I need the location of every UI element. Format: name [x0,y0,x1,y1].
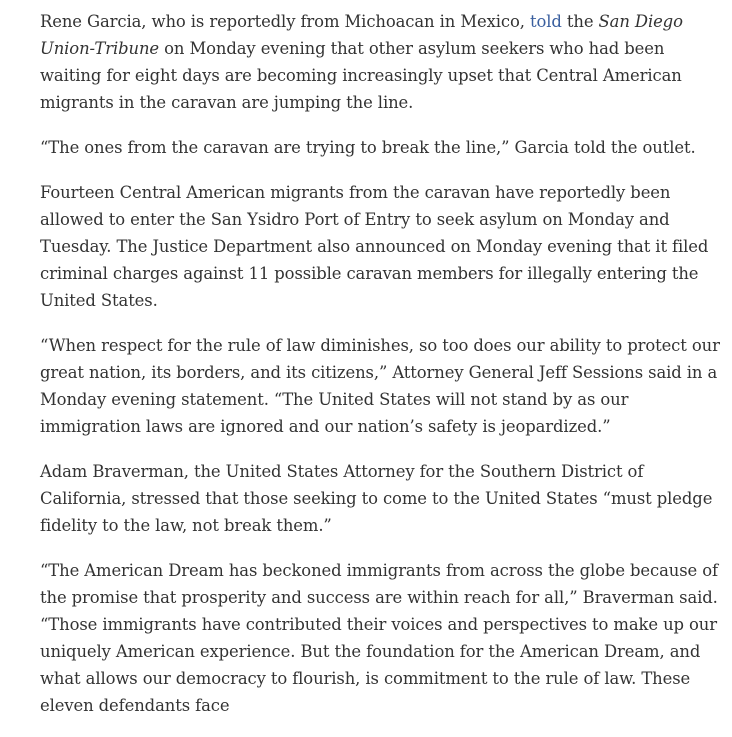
article-body [40,8,720,737]
paragraph-3: Fourteen Central American migrants from the caravan have reportedly been allowed to enter the San Ysidro Port of Entry to seek asylum on Monday and Tuesday. The Justice Department also announced on Monday evening that it filed criminal charges against 11 possible caravan members for illegally entering the United States. [40,183,709,310]
paragraph-1-text-mid: the [561,12,599,31]
paragraph-2: “The ones from the caravan are trying to break the line,” Garcia told the outlet. [40,138,696,157]
publication-name: San Diego Union-Tribune [40,12,683,58]
paragraph-6: “The American Dream has beckoned immigrants from across the globe because of the promise that prosperity and success are within reach for all,” Braverman said. “Those immigrants have contributed their voices and perspectives to make up our uniquely American experience. But the foundation for the American Dream, and what allows our democracy to flourish, is commitment to the rule of law. These eleven defendants face [40,561,718,715]
paragraph-1-text-end: on Monday evening that other asylum seekers who had been waiting for eight days are becoming increasingly upset that Central American migrants in the caravan are jumping the line. [40,39,682,112]
paragraph-5: Adam Braverman, the United States Attorney for the Southern District of California, stressed that those seeking to come to the United States “must pledge fidelity to the law, not break them.” [40,462,713,535]
told-link[interactable]: told [529,12,562,31]
paragraph-1 [40,8,720,116]
paragraph-1-text-start: Rene Garcia, who is reportedly from Michoacan in Mexico, [40,12,530,31]
paragraph-4: “When respect for the rule of law diminishes, so too does our ability to protect our great nation, its borders, and its citizens,” Attorney General Jeff Sessions said in a Monday evening statement. “The United States will not stand by as our immigration laws are ignored and our nation’s safety is jeopardized.” [40,336,720,436]
